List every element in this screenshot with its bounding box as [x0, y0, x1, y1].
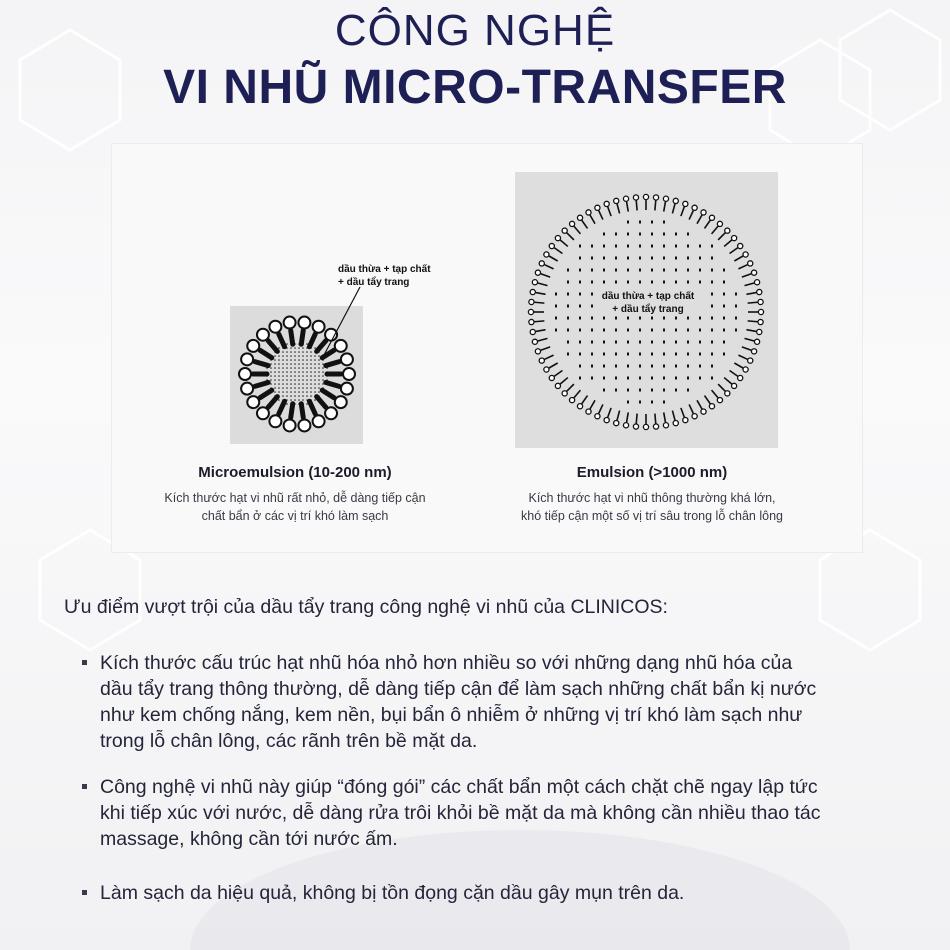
- microemulsion-callout-line-2: + dầu tẩy trang: [338, 277, 410, 288]
- bullet-icon: [82, 784, 87, 789]
- bullet-2-line-2: khi tiếp xúc với nước, dễ dàng rửa trôi khỏi bề mặt da mà không cần nhiều thao tác: [100, 802, 821, 824]
- bullet-1-line-2: dầu tẩy trang thông thường, dễ dàng tiếp cận để làm sạch những chất bẩn kị nước: [100, 678, 817, 700]
- emulsion-heading: Emulsion (>1000 nm): [576, 464, 728, 481]
- emulsion-caption-line-2: khó tiếp cận một số vị trí sâu trong lỗ chân lông: [521, 509, 783, 523]
- microemulsion-caption: [130, 489, 460, 525]
- emulsion-callout-line-2: + dầu tẩy trang: [612, 304, 684, 315]
- emulsion-caption-line-1: Kích thước hạt vi nhũ thông thường khá lớn,: [528, 491, 776, 505]
- title-line-1: CÔNG NGHỆ: [334, 6, 616, 55]
- emulsion-caption: [482, 489, 822, 525]
- advantages-list: [78, 650, 928, 906]
- list-item: [78, 880, 928, 906]
- bullet-icon: [82, 890, 87, 895]
- bullet-1-line-4: trong lỗ chân lông, các rãnh trên bề mặt da.: [100, 730, 478, 752]
- emulsion-callout-line-1: dầu thừa + tạp chất: [601, 291, 695, 302]
- bullet-icon: [82, 660, 87, 665]
- emulsion-callout: [593, 290, 703, 316]
- list-item: [78, 650, 928, 754]
- microemulsion-callout: [338, 263, 431, 289]
- bullet-1-line-1: Kích thước cấu trúc hạt nhũ hóa nhỏ hơn nhiều so với những dạng nhũ hóa của: [100, 652, 793, 674]
- title-line-2: VI NHŨ MICRO-TRANSFER: [163, 61, 787, 114]
- microemulsion-callout-line-1: dầu thừa + tạp chất: [338, 264, 431, 275]
- microemulsion-heading: Microemulsion (10-200 nm): [198, 464, 392, 481]
- bullet-2-line-3: massage, không cần tới nước ấm.: [100, 828, 398, 850]
- microemulsion-caption-line-2: chất bẩn ở các vị trí khó làm sạch: [201, 509, 389, 523]
- bullet-2-line-1: Công nghệ vi nhũ này giúp “đóng gói” các chất bẩn một cách chặt chẽ ngay lập tức: [100, 776, 818, 798]
- bullet-3-line-1: Làm sạch da hiệu quả, không bị tồn đọng cặn dầu gây mụn trên da.: [100, 882, 685, 904]
- advantages-intro: Ưu điểm vượt trội của dầu tẩy trang công nghệ vi nhũ của CLINICOS:: [64, 596, 668, 618]
- microemulsion-callout-line: [320, 285, 370, 365]
- microemulsion-caption-line-1: Kích thước hạt vi nhũ rất nhỏ, dễ dàng tiếp cận: [164, 491, 426, 505]
- list-item: [78, 774, 928, 852]
- bullet-1-line-3: như kem chống nắng, kem nền, bụi bẩn ô nhiễm ở những vị trí khó làm sạch như: [100, 704, 803, 726]
